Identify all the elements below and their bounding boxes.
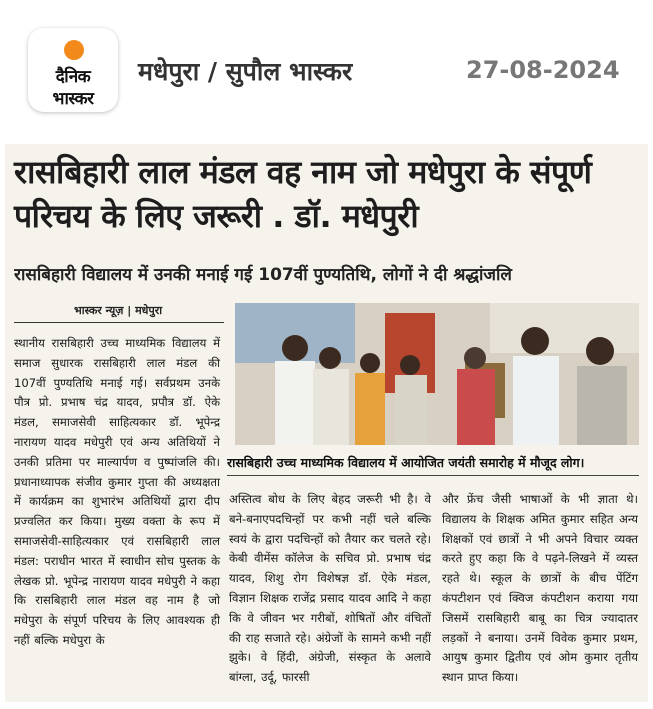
column-3-text: और फ्रेंच जैसी भाषाओं के भी ज्ञाता थे। विद्यालय के शिक्षक अमित कुमार सहित अन्य शिक्षकों एवं छात्रों ने भी अपने विचार व्यक्त करते हुए कहा कि वे पढ़ने-लिखने में व्यस्त रहते थे। स्कूल के छात्रों के बीच पेंटिंग कंपटीशन एवं क्विज कंपटीशन कराया गया जिसमें रासबिहारी बाबू का चित्र ज्यादातर लड़कों ने बनाया। उनमें विवेक कुमार प्रथम, आयुष कुमार द्वितीय एवं ओम कुमार तृतीय स्थान प्राप्त किया। <box>442 492 638 685</box>
column-1-text: स्थानीय रासबिहारी उच्च माध्यमिक विद्यालय में समाज सुधारक रासबिहारी लाल मंडल की 107वीं पुण्यतिथि मनाई गई। सर्वप्रथम उनके पौत्र प्रो. प्रभाष चंद्र यादव, प्रपौत्र डॉ. ऐके मंडल, समाजसेवी साहित्यकार डॉ. भूपेन्द्र नारायण यादव मधेपुरी एवं अन्य अतिथियों ने उनकी प्रतिमा पर माल्यार्पण व पुष्पांजलि की। प्रधानाध्यापक संजीव कुमार गुप्ता की अध्यक्षता में कार्यक्रम का शुभारंभ अतिथियों द्वारा दीप प्रज्वलित कर किया। मुख्य वक्ता के रूप में समाजसेवी-साहित्यकार एवं रासबिहारी लाल मंडल: पराधीन भारत में स्वाधीन सोच पुस्तक के लेखक प्रो. भूपेन्द्र नारायण यादव मधेपुरी ने कहा कि रासबिहारी लाल मंडल वह नाम है जो मधेपुरा के संपूर्ण परिचय के लिए आवश्यक ही नहीं बल्कि मधेपुरा के <box>14 336 220 647</box>
logo-text-line2: भास्कर <box>52 89 94 109</box>
edition-title: मधेपुरा / सुपौल भास्कर <box>138 57 353 86</box>
article-headline: रासबिहारी लाल मंडल वह नाम जो मधेपुरा के संपूर्ण परिचय के लिए जरूरी . डॉ. मधेपुरी <box>14 153 592 235</box>
event-photo <box>235 303 639 445</box>
dainik-bhaskar-logo <box>28 28 118 112</box>
caption-divider <box>227 475 639 476</box>
logo-text-line1: दैनिक <box>55 67 91 87</box>
article-subhead: रासबिहारी विद्यालय में उनकी मनाई गई 107वीं पुण्यतिथि, लोगों ने दी श्रद्धांजलि <box>14 265 512 285</box>
article-column-1 <box>14 334 220 651</box>
sun-icon <box>64 40 84 60</box>
event-photo-illustration <box>235 303 639 445</box>
byline-divider <box>14 322 224 323</box>
article-column-3 <box>442 490 638 688</box>
byline: भास्कर न्यूज़ | मधेपुरा <box>74 304 163 317</box>
column-2-text: अस्तित्व बोध के लिए बेहद जरूरी भी है। वे बने-बनाएपदचिन्हों पर कभी नहीं चले बल्कि स्वयं के द्वारा पदचिन्हों को तैयार कर चलते रहे। केबी वीमेंस कॉलेज के सचिव प्रो. प्रभाष चंद्र यादव, शिशु रोग विशेषज्ञ डॉ. ऐके मंडल, विज्ञान शिक्षक राजेंद्र प्रसाद यादव आदि ने कहा कि वे जीवन भर गरीबों, शोषितों और वंचितों की राह सजाते रहे। अंग्रेजों के सामने कभी नहीं झुके। वे हिंदी, अंग्रेजी, संस्कृत के अलावे बांग्ला, उर्दू, फारसी <box>229 492 431 685</box>
publish-date: 27-08-2024 <box>466 56 620 84</box>
photo-caption: रासबिहारी उच्च माध्यमिक विद्यालय में आयोजित जयंती समारोह में मौजूद लोग। <box>227 455 585 470</box>
article-column-2 <box>229 490 431 688</box>
